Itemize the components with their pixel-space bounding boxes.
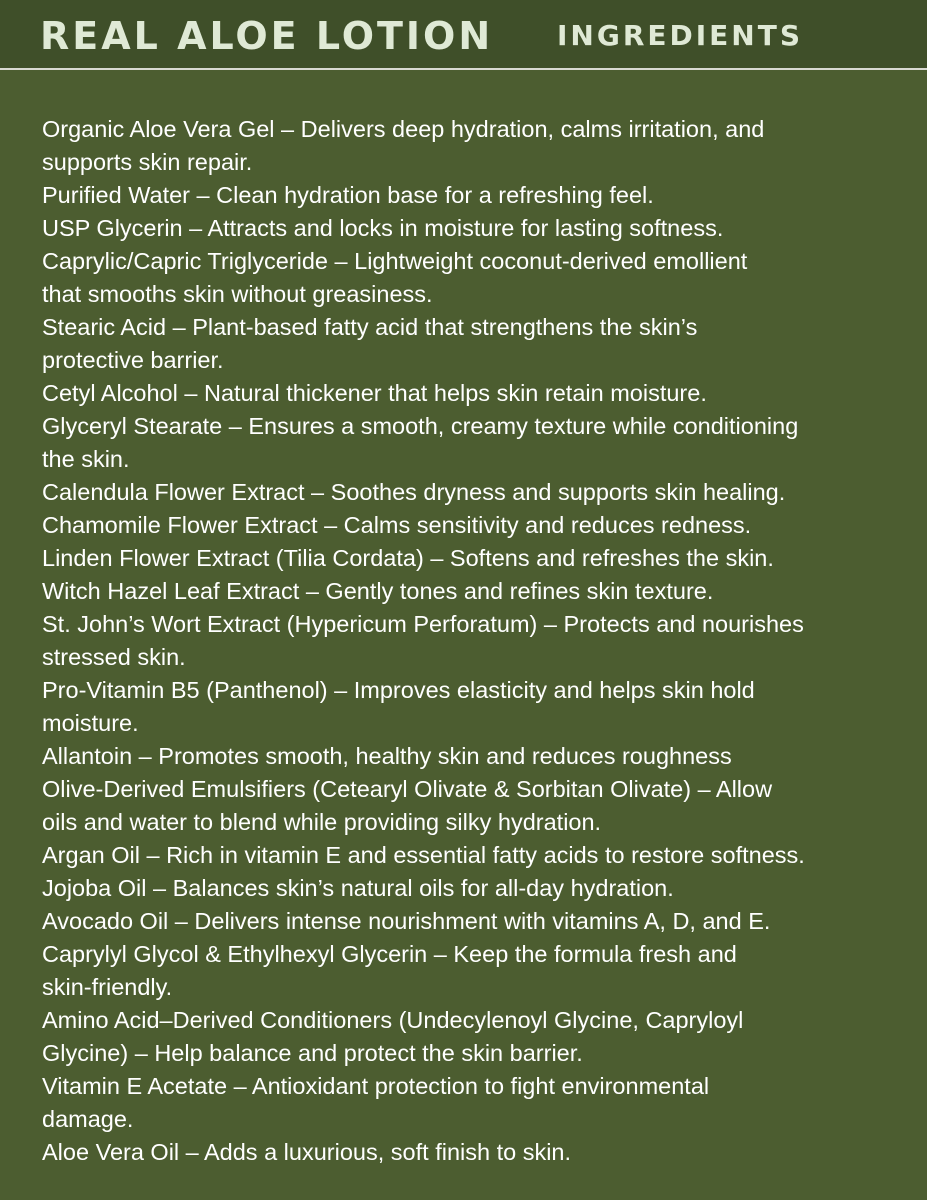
ingredient-item: Jojoba Oil – Balances skin’s natural oils for all-day hydration. xyxy=(42,875,674,901)
ingredient-item: Organic Aloe Vera Gel – Delivers deep hydration, calms irritation, and xyxy=(42,116,765,142)
ingredient-item-continued: that smooths skin without greasiness. xyxy=(42,281,433,307)
ingredient-item-continued: protective barrier. xyxy=(42,347,224,373)
ingredient-item: Cetyl Alcohol – Natural thickener that helps skin retain moisture. xyxy=(42,380,707,406)
ingredient-list xyxy=(42,113,922,1169)
ingredient-item: Chamomile Flower Extract – Calms sensitivity and reduces redness. xyxy=(42,512,752,538)
ingredient-item-continued: the skin. xyxy=(42,446,130,472)
header-bar xyxy=(0,0,927,70)
ingredient-item: Glyceryl Stearate – Ensures a smooth, creamy texture while conditioning xyxy=(42,413,799,439)
ingredient-item: Avocado Oil – Delivers intense nourishment with vitamins A, D, and E. xyxy=(42,908,771,934)
ingredient-item-continued: moisture. xyxy=(42,710,139,736)
ingredient-item: Stearic Acid – Plant-based fatty acid that strengthens the skin’s xyxy=(42,314,698,340)
ingredient-item: Pro-Vitamin B5 (Panthenol) – Improves elasticity and helps skin hold xyxy=(42,677,755,703)
ingredient-item-continued: damage. xyxy=(42,1106,134,1132)
ingredient-item: St. John’s Wort Extract (Hypericum Perforatum) – Protects and nourishes xyxy=(42,611,804,637)
ingredient-item-continued: skin-friendly. xyxy=(42,974,173,1000)
ingredient-item: Amino Acid–Derived Conditioners (Undecylenoyl Glycine, Capryloyl xyxy=(42,1007,744,1033)
section-title: INGREDIENTS xyxy=(557,19,804,52)
ingredient-item: Olive-Derived Emulsifiers (Cetearyl Olivate & Sorbitan Olivate) – Allow xyxy=(42,776,773,802)
ingredient-item: Vitamin E Acetate – Antioxidant protection to fight environmental xyxy=(42,1073,710,1099)
ingredient-item: Purified Water – Clean hydration base for a refreshing feel. xyxy=(42,182,654,208)
ingredient-item: Witch Hazel Leaf Extract – Gently tones and refines skin texture. xyxy=(42,578,714,604)
ingredient-item: Allantoin – Promotes smooth, healthy skin and reduces roughness xyxy=(42,743,732,769)
ingredient-item: Argan Oil – Rich in vitamin E and essential fatty acids to restore softness. xyxy=(42,842,805,868)
product-title: REAL ALOE LOTION xyxy=(40,14,494,58)
ingredient-item: Calendula Flower Extract – Soothes dryness and supports skin healing. xyxy=(42,479,786,505)
ingredient-item-continued: oils and water to blend while providing silky hydration. xyxy=(42,809,602,835)
ingredient-item: USP Glycerin – Attracts and locks in moisture for lasting softness. xyxy=(42,215,724,241)
ingredient-item: Aloe Vera Oil – Adds a luxurious, soft finish to skin. xyxy=(42,1139,572,1165)
ingredient-item: Caprylic/Capric Triglyceride – Lightweight coconut-derived emollient xyxy=(42,248,748,274)
ingredient-item-continued: stressed skin. xyxy=(42,644,186,670)
ingredient-item: Linden Flower Extract (Tilia Cordata) – Softens and refreshes the skin. xyxy=(42,545,774,571)
ingredient-item: Caprylyl Glycol & Ethylhexyl Glycerin – Keep the formula fresh and xyxy=(42,941,737,967)
ingredient-item-continued: supports skin repair. xyxy=(42,149,253,175)
ingredient-item-continued: Glycine) – Help balance and protect the skin barrier. xyxy=(42,1040,583,1066)
